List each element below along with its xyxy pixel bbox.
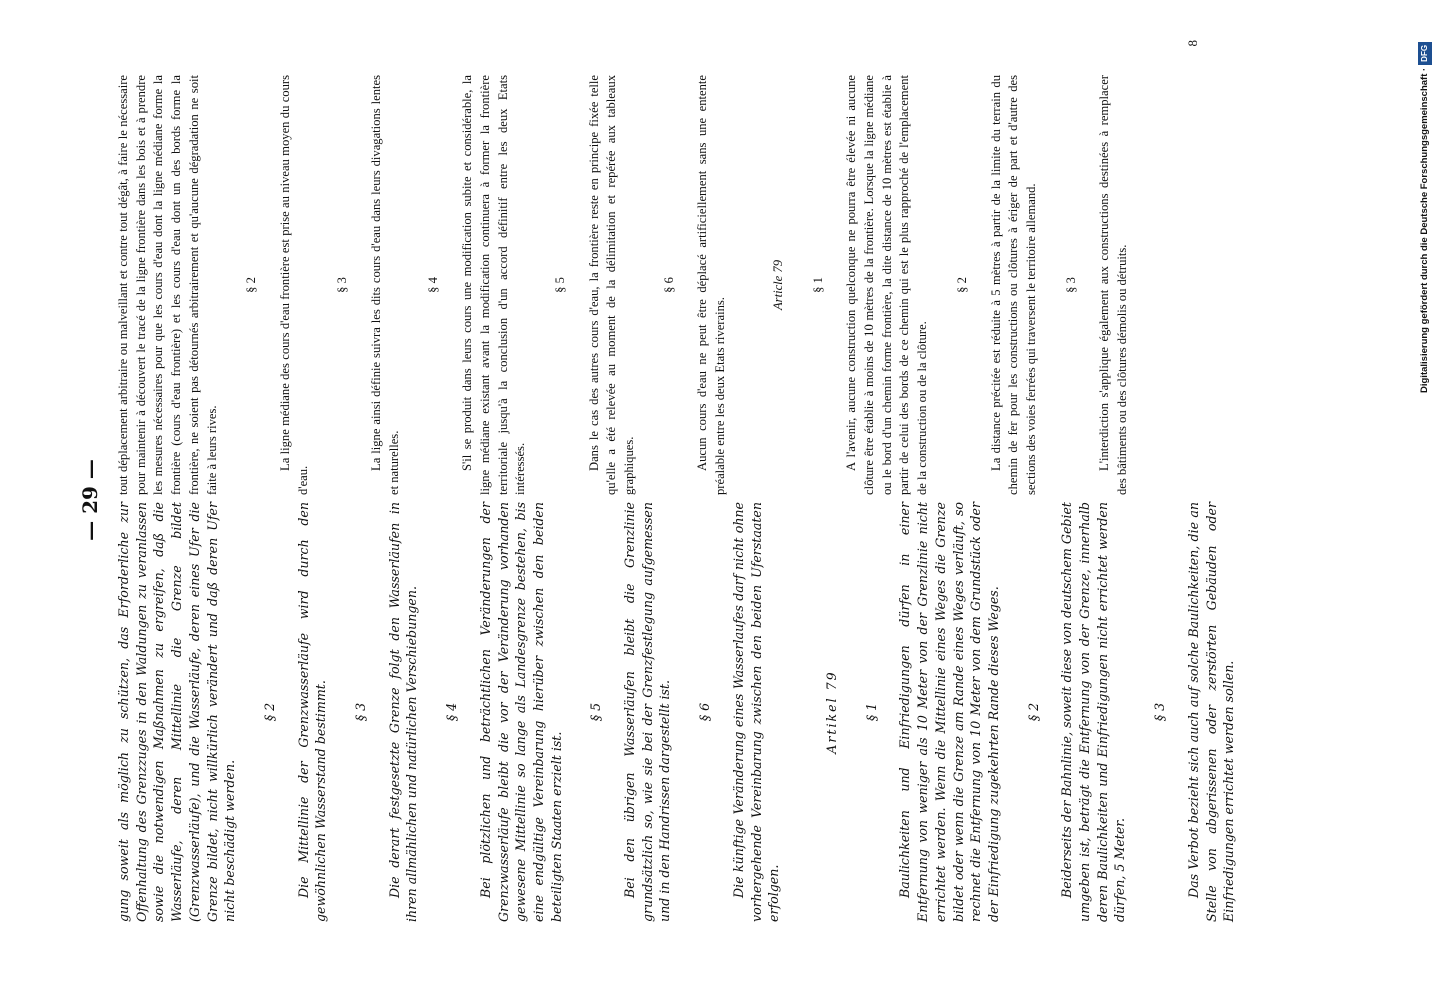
page-header: — 29 — [78, 459, 102, 541]
german-article-section-1-heading: § 1 [863, 702, 879, 722]
french-article-section-3-text: L'interdiction s'applique également aux constructions destinées à remplacer des bâtiments ou des clôtures démolis ou détruits. [1097, 75, 1130, 495]
german-article-section-3-text: Das Verbot bezieht sich auch auf solche Baulichkeiten, die an Stelle von abgerissenen oder zerstörten Gebäuden oder Einfriedigungen errichtet werden sollen. [1185, 502, 1237, 922]
german-intro-paragraph: gung soweit als möglich zu schützen, das Erforderliche zur Offenhaltung des Grenzzuges in den Waldungen zu veranlassen sowie die notwendigen Maßnahmen zu ergreifen, daß die Wasserläufe, deren Mittellinie die Grenze bildet (Grenzwasserläufe), und die Wasserläufe, deren eines Ufer die Grenze bildet, nicht willkürlich verändert und daß deren Ufer nicht beschädigt werden. [116, 502, 238, 922]
french-section-5-text: Dans le cas des autres cours d'eau, la frontière reste en principe fixée telle qu'elle a été relevée au moment de la délimitation et repérée aux tableaux graphiques. [586, 75, 637, 495]
french-article-section-2-text: La distance précitée est réduite à 5 mètres à partir de la limite du terrain du chemin de fer pour les constructions ou clôtures à ériger de part et d'autre des sections des voies ferrées qui traversent le territoire allemand. [988, 75, 1038, 495]
french-section-6-heading: § 6 [661, 277, 676, 293]
german-section-4-heading: § 4 [444, 702, 460, 722]
german-article-section-3-heading: § 3 [1152, 702, 1168, 722]
french-section-2-heading: § 2 [244, 277, 259, 293]
french-section-6-text: Aucun cours d'eau ne peut être déplacé artificiellement sans une entente préalable entre les deux Etats riverains. [695, 75, 728, 495]
german-section-3-heading: § 3 [353, 702, 369, 722]
german-section-2-text: Die Mittellinie der Grenzwasserläufe wird durch den gewöhnlichen Wasserstand bestimmt. [295, 502, 329, 922]
french-section-3-heading: § 3 [335, 277, 350, 293]
german-article-section-2-heading: § 2 [1025, 702, 1041, 722]
french-article-section-3-heading: § 3 [1063, 277, 1078, 293]
french-section-2-text: La ligne médiane des cours d'eau frontière est prise au niveau moyen du cours d'eau. [277, 75, 310, 495]
german-section-6-text: Die künftige Veränderung eines Wasserlaufes darf nicht ohne vorhergehende Vereinbarung zwischen den beiden Uferstaaten erfolgen. [730, 502, 782, 922]
french-intro-paragraph: tout déplacement arbitraire ou malveillant et contre tout dégât, à faire le nécessaire pour maintenir à découvert le tracé de la ligne frontière dans les bois et à prendre les mesures nécessaires pour que les cours d'eau dont la ligne médiane forme la frontière (cours d'eau frontière) et les cours d'eau dont un des bords forme la frontière, ne soient pas détournés arbitrairement et qu'aucune dégradation ne soit faite à leurs rives. [116, 75, 219, 495]
french-section-4-heading: § 4 [426, 277, 441, 293]
german-section-4-text: Bei plötzlichen und beträchtlichen Veränderungen der Grenzwasserläufe bleibt die vor der Veränderung vorhanden gewesene Mittellinie so lange als Landesgrenze bestehen, bis eine endgültige Vereinbarung hierüber zwischen den beiden beteiligten Staaten erzielt ist. [477, 502, 564, 922]
german-article-heading: Artikel 79 [823, 670, 839, 754]
german-column [115, 502, 1252, 922]
french-section-3-text: La ligne ainsi définie suivra les dits cours d'eau dans leurs divagations lentes et naturelles. [369, 75, 401, 495]
french-article-section-2-heading: § 2 [954, 277, 969, 293]
french-article-heading: Article 79 [770, 260, 785, 311]
french-article-section-1-text: A l'avenir, aucune construction quelconque ne pourra être élevée ni aucune clôture être établie à moins de 10 mètres de la frontière. Lorsque la ligne médiane ou le bord d'un chemin forme frontière, la dite distance de 10 mètres est établie à partir de celui des bords de ce chemin qui est le plus rapproché de l'emplacement de la construction ou de la clôture. [844, 75, 930, 495]
german-section-5-text: Bei den übrigen Wasserläufen bleibt die Grenzlinie grundsätzlich so, wie sie bei der Grenzfestlegung aufgemessen und in den Handrissen dargestellt ist. [622, 502, 673, 922]
german-article-section-2-text: Beiderseits der Bahnlinie, soweit diese von deutschem Gebiet umgeben ist, beträgt die Entfernung von der Grenze, innerhalb deren Baulichkeiten und Einfriedigungen nicht errichtet werden dürfen, 5 Meter. [1059, 502, 1128, 922]
french-section-5-heading: § 5 [552, 277, 567, 293]
french-column [115, 75, 1146, 495]
page-number: 8 [1185, 40, 1200, 47]
french-article-section-1-heading: § 1 [810, 277, 825, 293]
digitization-note [1418, 8, 1432, 393]
french-section-4-text: S'il se produit dans leurs cours une modification subite et considérable, la ligne médiane existant avant la modification continuera à former la frontière territoriale jusqu'à la conclusion d'un accord définitif entre les deux Etats intéressés. [460, 75, 528, 495]
dfg-logo: DFG [1418, 42, 1432, 65]
german-article-section-1-text: Baulichkeiten und Einfriedigungen dürfen in einer Entfernung von weniger als 10 Meter von der Grenzlinie nicht errichtet werden. Wenn die Mittellinie eines Weges die Grenze bildet oder wenn die Grenze am Rande eines Weges verläuft, so rechnet die Entfernung von 10 Meter von dem Grundstück oder der Einfriedigung zugekehrten Rande dieses Weges. [897, 502, 1001, 922]
digitization-note-text: Digitalisierung gefördert durch die Deutsche Forschungsgemeinschaft · [1419, 67, 1430, 393]
german-section-2-heading: § 2 [261, 702, 277, 722]
german-section-5-heading: § 5 [588, 702, 604, 722]
german-section-3-text: Die derart festgesetzte Grenze folgt den Wasserläufen in ihren allmählichen und natürlichen Verschiebungen. [386, 502, 420, 922]
german-section-6-heading: § 6 [697, 702, 713, 722]
